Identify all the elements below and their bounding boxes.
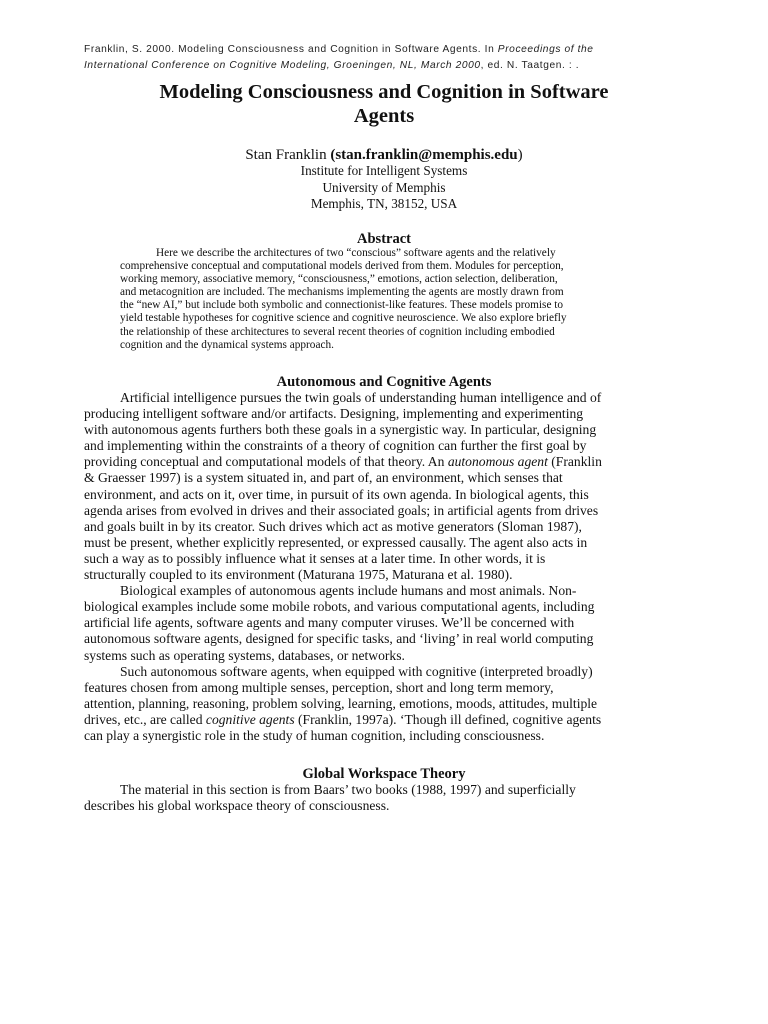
body-line: & Graesser 1997) is a system situated in, and part of, an environment, which senses that <box>84 470 563 486</box>
affiliation-line: Institute for Intelligent Systems <box>300 163 468 178</box>
abstract-line: Here we describe the architectures of two “conscious” software agents and the relatively <box>156 247 556 259</box>
citation-line-2 <box>84 58 684 74</box>
section-body <box>84 390 684 744</box>
abstract-line: the “new AI,” but include both symbolic and connectionist-like features. These models promise to <box>120 299 564 312</box>
body-line: biological examples include some mobile robots, and various computational agents, including <box>84 599 595 615</box>
body-line <box>84 712 684 728</box>
body-line: attention, planning, reasoning, problem solving, learning, emotions, moods, attitudes, multiple <box>84 695 598 711</box>
body-line: producing intelligent software and/or artifacts. Designing, implementing and experimenting <box>84 406 584 422</box>
author-line <box>84 146 684 164</box>
author-paren-open: ( <box>326 147 336 163</box>
affiliation-block <box>84 163 684 213</box>
body-line: can play a synergistic role in the study of human cognition, including consciousness. <box>84 727 545 743</box>
body-line: must be present, whether explicitly represented, or expressed causally. The agent also acts in <box>84 534 588 550</box>
body-line: Such autonomous software agents, when equipped with cognitive (interpreted broadly) <box>120 663 593 679</box>
body-line: artificial life agents, software agents and many computer viruses. We’ll be concerned with <box>84 615 575 631</box>
paper-title <box>84 80 684 128</box>
citation-venue-b: International Conference on Cognitive Modeling, Groeningen, NL, March 2000 <box>84 60 481 71</box>
author-paren-close: ) <box>517 147 523 163</box>
body-line: structurally coupled to its environment (Maturana 1975, Maturana et al. 1980). <box>84 567 513 583</box>
body-line: systems such as operating systems, databases, or networks. <box>84 647 405 663</box>
body-line: Artificial intelligence pursues the twin goals of understanding human intelligence and of <box>120 390 602 405</box>
abstract-heading: Abstract <box>357 231 411 247</box>
abstract-line: yield testable hypotheses for cognitive science and cognitive neuroscience. We also explore briefly <box>120 312 567 325</box>
emphasis-term: cognitive agents <box>205 711 295 727</box>
body-line: describes his global workspace theory of consciousness. <box>84 798 390 814</box>
abstract-line: working memory, associative memory, “consciousness,” emotions, action selection, deliberation, <box>120 273 558 286</box>
body-line: and implementing within the constraints of a theory of cognition can further the first goal by <box>84 438 587 454</box>
abstract-line: cognition and the dynamical systems approach. <box>120 338 334 351</box>
affiliation-line: Memphis, TN, 38152, USA <box>310 196 458 211</box>
author-name: Stan Franklin <box>245 147 327 163</box>
body-line: such a way as to possibly influence what it senses at a later time. In other words, it is <box>84 550 546 566</box>
citation-prefix: Franklin, S. 2000. Modeling Consciousness and Cognition in Software Agents. In <box>84 44 498 55</box>
citation-header <box>84 42 684 74</box>
body-text: drives, etc., are called <box>84 711 206 727</box>
section-body <box>84 782 684 814</box>
body-line: autonomous software agents, designed for specific tasks, and ‘living’ in real world computing <box>84 631 594 647</box>
abstract-line: and metacognition are included. The mechanisms implementing the agents are mostly drawn from <box>120 286 564 299</box>
abstract-line: comprehensive conceptual and computational models derived from them. Modules for perception, <box>120 260 564 273</box>
body-line: Biological examples of autonomous agents include humans and most animals. Non- <box>120 583 577 599</box>
emphasis-term: autonomous agent <box>447 454 548 470</box>
section-heading: Autonomous and Cognitive Agents <box>276 374 492 390</box>
body-line: The material in this section is from Baars’ two books (1988, 1997) and superficially <box>120 782 576 797</box>
body-line: and goals built in by its creator. Such drives which act as motive generators (Sloman 1987), <box>84 518 582 534</box>
title-line-1: Modeling Consciousness and Cognition in Software <box>159 81 609 103</box>
citation-venue-a: Proceedings of the <box>497 44 594 55</box>
citation-suffix: , ed. N. Taatgen. : . <box>480 60 580 71</box>
body-line <box>84 454 684 470</box>
title-line-2: Agents <box>353 105 415 127</box>
abstract-body <box>120 247 620 352</box>
abstract-line: the relationship of these architectures to several recent theories of cognition including embodied <box>120 325 555 338</box>
body-text: (Franklin, 1997a). ‘Though ill defined, cognitive agents <box>294 711 602 727</box>
citation-line-1 <box>84 42 684 58</box>
body-text: (Franklin <box>547 454 602 470</box>
body-line: features chosen from among multiple senses, perception, short and long term memory, <box>84 679 554 695</box>
body-line: agenda arises from evolved in drives and their associated goals; in artificial agents from drives <box>84 502 599 518</box>
affiliation-line: University of Memphis <box>322 179 446 195</box>
body-line: with autonomous agents furthers both these goals in a synergistic way. In particular, designing <box>84 422 597 438</box>
section-heading: Global Workspace Theory <box>302 766 466 782</box>
body-text: providing conceptual and computational models of that theory. An <box>84 454 448 470</box>
body-line: environment, and acts on it, over time, in pursuit of its own agenda. In biological agents, this <box>84 486 589 502</box>
author-email: stan.franklin@memphis.edu <box>335 147 518 163</box>
